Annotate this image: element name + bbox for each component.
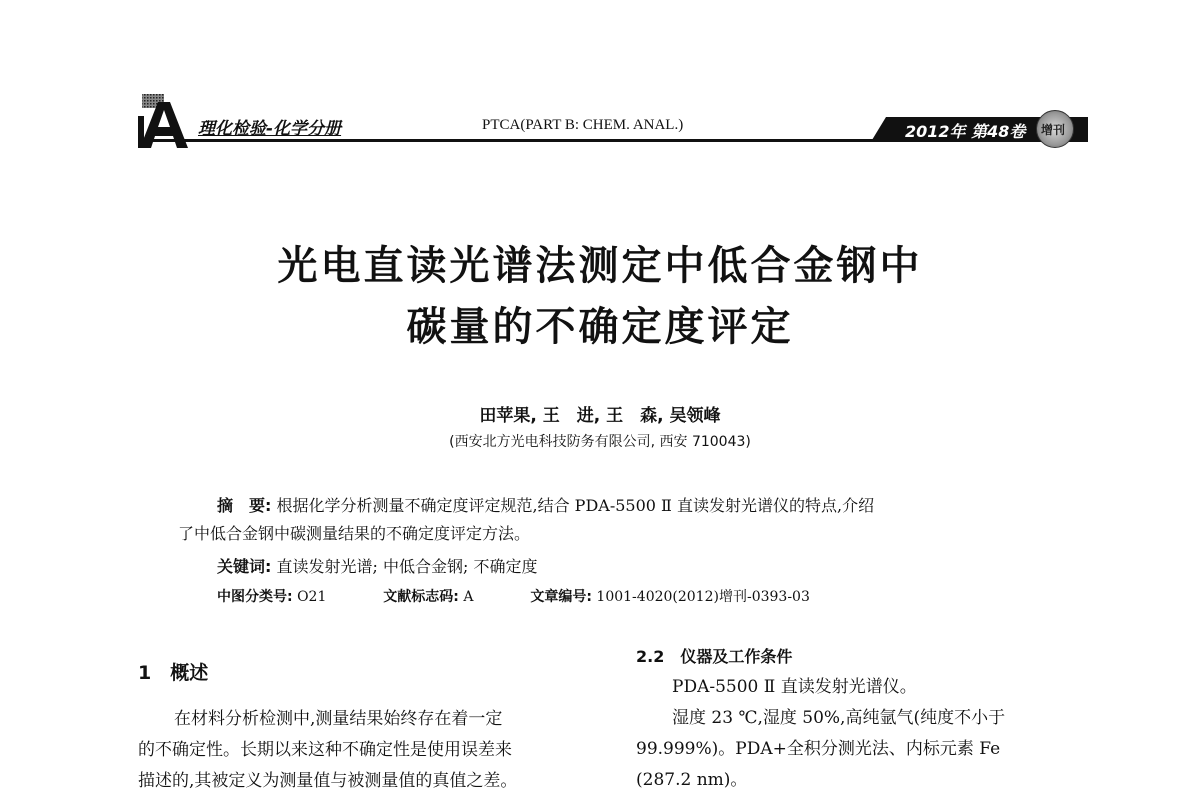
issue-seal-icon [1036,110,1074,148]
abstract-line-2: 了中低合金钢中碳测量结果的不确定度评定方法。 [178,524,531,543]
doc-code-value: A [463,589,474,605]
keywords-label: 关键词: [217,557,272,576]
issue-seal-label: 增刊 [1041,123,1066,137]
section-1-heading: 1 概述 [138,662,209,684]
affiliation: (西安北方光电科技防务有限公司, 西安 710043) [449,434,751,450]
paragraph-line: PDA-5500 Ⅱ 直读发射光谱仪。 [672,677,917,697]
paper-title-line-2: 碳量的不确定度评定 [406,304,794,350]
section-2-2-heading: 2.2 仪器及工作条件 [636,647,793,666]
paragraph-line: 99.999%)。PDA+全积分测光法、内标元素 Fe [636,739,1001,759]
abstract-line-1 [217,493,874,516]
journal-name: 理化检验-化学分册 [198,119,342,139]
abstract-label: 摘 要: [217,496,272,515]
clc-label: 中图分类号: [217,589,293,605]
clc-value: O21 [297,589,327,605]
journal-english-name: PTCA(PART B: CHEM. ANAL.) [482,117,684,133]
abstract-text-1: 根据化学分析测量不确定度评定规范,结合 PDA-5500 Ⅱ 直读发射光谱仪的特点,介绍 [276,496,875,515]
paper-title-line-1: 光电直读光谱法测定中低合金钢中 [277,243,923,289]
paragraph-line: 在材料分析检测中,测量结果始终存在着一定 [174,709,503,729]
section-1-body [138,704,517,797]
issue-label: 2012年 第48卷 [905,122,1026,141]
classification-line [217,586,810,606]
paragraph-line: 的不确定性。长期以来这种不确定性是使用误差来 [138,740,512,760]
keywords [217,554,537,577]
authors: 田苹果, 王 进, 王 森, 吴领峰 [479,406,721,426]
paragraph-line: 湿度 23 ℃,湿度 50%,高纯氩气(纯度不小于 [672,708,1006,728]
section-2-2-body [636,672,1005,796]
paragraph-line: 描述的,其被定义为测量值与被测量值的真值之差。 [138,771,518,791]
keywords-text: 直读发射光谱; 中低合金钢; 不确定度 [276,557,538,576]
doc-code-label: 文献标志码: [383,589,459,605]
article-number-label: 文章编号: [530,589,592,605]
paragraph-line: (287.2 nm)。 [636,770,748,790]
article-number-value: 1001-4020(2012)增刊-0393-03 [596,589,810,605]
